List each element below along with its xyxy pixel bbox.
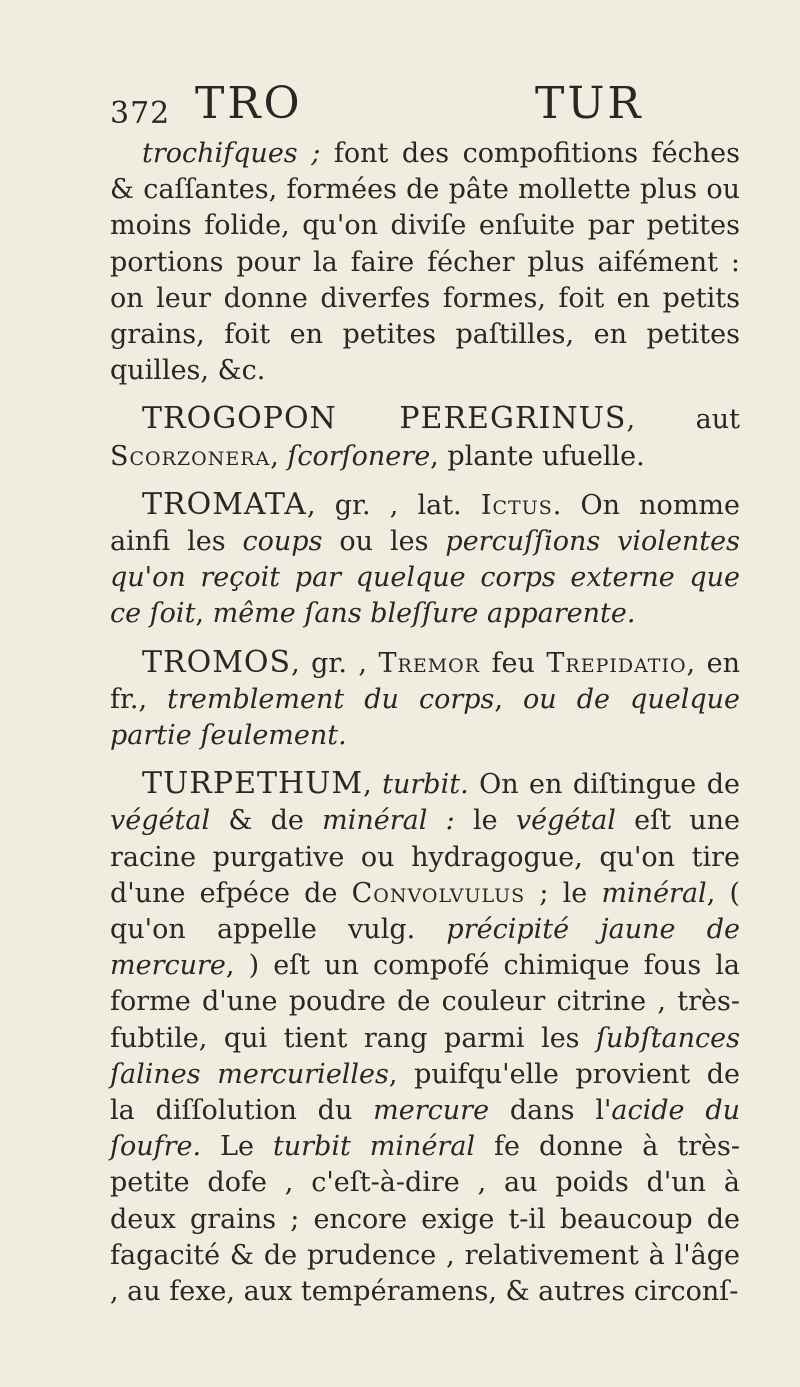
italic-run: percuſſions violentes qu'on reçoit par quelque corps externe que ce ſoit	[110, 526, 740, 630]
entry-tromata	[110, 487, 740, 633]
running-header	[110, 78, 710, 138]
dictionary-text	[110, 136, 740, 1310]
headword: TURPETHUM	[142, 766, 364, 802]
italic-run: turbit.	[382, 769, 469, 801]
italic-run: tremblement du corps	[167, 683, 495, 715]
italic-run: acide du ſoufre.	[110, 1095, 740, 1163]
entry-tromos	[110, 645, 740, 755]
text-run: dans l'	[489, 1095, 612, 1127]
text-run: , puifqu'elle provient de la diſſolution du	[110, 1058, 740, 1127]
text-run: . On nomme ainfi les	[110, 489, 741, 558]
small-caps-run: Ictus	[480, 489, 553, 521]
italic-run: végétal	[110, 805, 211, 837]
italic-run: minéral	[601, 877, 707, 909]
text-run: & de	[210, 805, 323, 837]
text-run: Le	[201, 1131, 273, 1163]
text-run: ,	[195, 598, 213, 630]
text-run: ou les	[322, 526, 446, 558]
text-run: , en fr.,	[110, 647, 740, 715]
text-run: On en diſtingue de	[468, 769, 740, 801]
text-run: feu	[480, 647, 547, 679]
text-run: le	[454, 805, 516, 837]
page-number: 372	[110, 96, 171, 131]
small-caps-run: Tremor	[378, 647, 481, 679]
entry-turpethum	[110, 766, 740, 1310]
italic-run: ou de quelque partie ſeulement.	[110, 683, 740, 752]
small-caps-run: Scorzonera	[110, 440, 271, 472]
small-caps-run: Trepidatio	[546, 647, 687, 679]
italic-run: ſcorſonere	[287, 440, 431, 472]
text-run: , gr. , lat.	[306, 489, 481, 521]
running-head-left: TRO	[195, 78, 303, 129]
text-run: , plante ufuelle.	[430, 440, 645, 472]
running-head-right: TUR	[535, 78, 644, 129]
italic-run: mercure	[373, 1095, 490, 1127]
headword: TROMATA	[142, 486, 307, 522]
text-run: eſt une racine purgative ou hydragogue, qu'on tire d'une efpéce de	[110, 805, 740, 909]
text-run: ,	[363, 769, 383, 801]
italic-run: précipité jaune de mercure	[110, 914, 741, 982]
text-run: , aut	[626, 404, 740, 436]
text-run: fe donne à très-petite dofe , c'eſt-à-dire , au poids d'un à deux grains ; encore exige t-il beaucoup de fagacité & de prudence , relativement à l'âge , au fexe, aux tempéramens, & autres circonſ-	[110, 1131, 740, 1308]
text-run: ,	[494, 683, 524, 715]
italic-run: turbit minéral	[272, 1131, 476, 1163]
text-run: ; le	[525, 877, 602, 909]
italic-run: coups	[242, 526, 323, 558]
entry-trogopon	[110, 401, 740, 474]
italic-run: trochifques ;	[142, 138, 321, 169]
headword: TROMOS	[142, 644, 292, 680]
italic-run: ſubſtances ſalines mercurielles	[110, 1022, 740, 1090]
italic-run: même ſans bleſſure apparente.	[212, 598, 636, 630]
text-run: font des compofitions féches & caſſantes, formées de pâte mollette plus ou moins folide, qu'on diviſe enſuite par petites portions pour la faire fécher plus aifément : on leur donne diverfes formes, foit en petits grains, foit en petites paſtilles, en petites quilles, &c.	[110, 138, 740, 387]
text-run: , gr. ,	[291, 647, 379, 679]
text-run: , ) eſt un compofé chimique fous la forme d'une poudre de couleur citrine , très-fubtile, qui tient rang parmi les	[110, 950, 740, 1054]
small-caps-run: Convolvulus	[351, 877, 526, 909]
headword: TROGOPON PEREGRINUS	[142, 401, 627, 437]
text-run: ,	[270, 440, 288, 472]
italic-run: végétal	[515, 805, 616, 837]
entry-trochisques	[110, 136, 740, 389]
italic-run: minéral :	[322, 805, 455, 837]
text-run: , ( qu'on appelle vulg.	[110, 877, 740, 946]
